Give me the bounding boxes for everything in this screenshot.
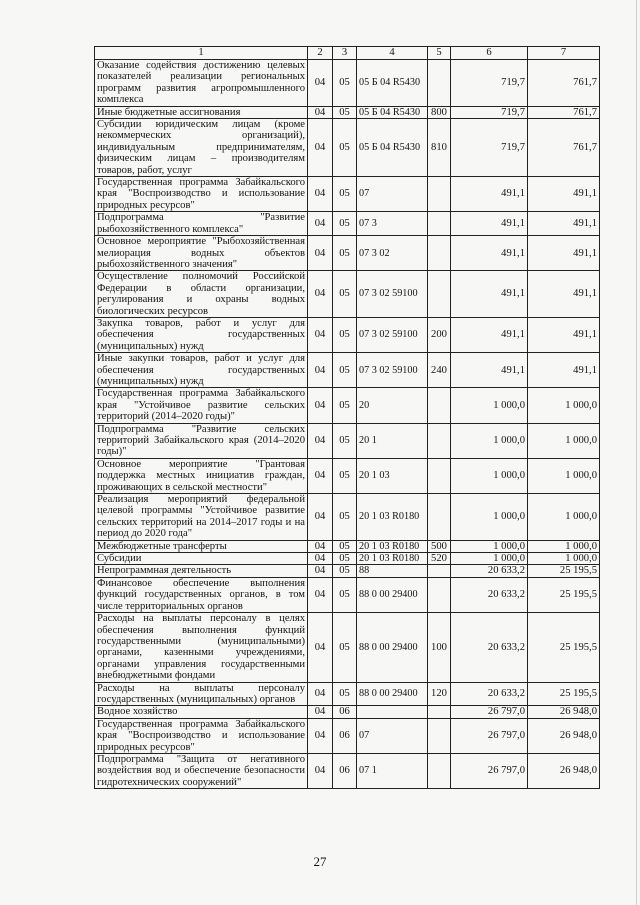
row-name-cell: Государственная программа Забайкальского края "Устойчивое развитие сельских территорий (2014–2020 годы)" <box>95 388 308 423</box>
amount-year2-cell: 491,1 <box>528 212 600 236</box>
target-article-cell: 05 Б 04 R5430 <box>357 119 428 177</box>
target-article-cell: 07 3 02 59100 <box>357 353 428 388</box>
section-code-cell: 04 <box>308 60 333 107</box>
amount-year1-cell: 20 633,2 <box>451 565 528 577</box>
expense-type-cell <box>428 458 451 493</box>
expense-type-cell <box>428 423 451 458</box>
table-row <box>95 458 600 493</box>
table-row <box>95 60 600 107</box>
table-row <box>95 353 600 388</box>
expense-type-cell: 200 <box>428 317 451 352</box>
amount-year1-cell: 1 000,0 <box>451 494 528 541</box>
row-name-cell: Финансовое обеспечение выполнения функций государственных органов, в том числе территориальных органов <box>95 577 308 612</box>
amount-year1-cell: 1 000,0 <box>451 423 528 458</box>
table-row <box>95 718 600 753</box>
target-article-cell: 07 <box>357 177 428 212</box>
expense-type-cell <box>428 718 451 753</box>
row-name-cell: Иные бюджетные ассигнования <box>95 106 308 118</box>
target-article-cell: 20 <box>357 388 428 423</box>
subsection-code-cell: 05 <box>333 494 357 541</box>
section-code-cell: 04 <box>308 388 333 423</box>
section-code-cell: 04 <box>308 565 333 577</box>
table-row <box>95 494 600 541</box>
expense-type-cell: 520 <box>428 553 451 565</box>
section-code-cell: 04 <box>308 353 333 388</box>
table-row <box>95 119 600 177</box>
table-row <box>95 271 600 318</box>
amount-year1-cell: 491,1 <box>451 236 528 271</box>
subsection-code-cell: 05 <box>333 271 357 318</box>
row-name-cell: Государственная программа Забайкальского края "Воспроизводство и использование природных ресурсов" <box>95 718 308 753</box>
row-name-cell: Субсидии юридическим лицам (кроме некоммерческих организаций), индивидуальным предпринимателям, физическим лицам – производителям товаров, работ, услуг <box>95 119 308 177</box>
row-name-cell: Государственная программа Забайкальского края "Воспроизводство и использование природных ресурсов" <box>95 177 308 212</box>
section-code-cell: 04 <box>308 613 333 682</box>
table-row <box>95 540 600 552</box>
row-name-cell: Оказание содействия достижению целевых показателей реализации региональных программ развития агропромышленного комплекса <box>95 60 308 107</box>
header-cell: 3 <box>333 47 357 60</box>
row-name-cell: Субсидии <box>95 553 308 565</box>
table-row <box>95 388 600 423</box>
subsection-code-cell: 05 <box>333 423 357 458</box>
amount-year1-cell: 20 633,2 <box>451 682 528 706</box>
header-row <box>95 47 600 60</box>
expense-type-cell <box>428 494 451 541</box>
expense-type-cell: 100 <box>428 613 451 682</box>
expense-type-cell <box>428 271 451 318</box>
amount-year2-cell: 25 195,5 <box>528 577 600 612</box>
amount-year1-cell: 26 797,0 <box>451 718 528 753</box>
expense-type-cell <box>428 388 451 423</box>
target-article-cell: 05 Б 04 R5430 <box>357 60 428 107</box>
amount-year1-cell: 20 633,2 <box>451 577 528 612</box>
target-article-cell: 88 0 00 29400 <box>357 613 428 682</box>
subsection-code-cell: 05 <box>333 317 357 352</box>
section-code-cell: 04 <box>308 540 333 552</box>
target-article-cell: 07 3 02 59100 <box>357 317 428 352</box>
table-row <box>95 423 600 458</box>
amount-year2-cell: 491,1 <box>528 271 600 318</box>
amount-year2-cell: 491,1 <box>528 177 600 212</box>
row-name-cell: Иные закупки товаров, работ и услуг для обеспечения государственных (муниципальных) нужд <box>95 353 308 388</box>
row-name-cell: Межбюджетные трансферты <box>95 540 308 552</box>
row-name-cell: Основное мероприятие "Грантовая поддержка местных инициатив граждан, проживающих в сельской местности" <box>95 458 308 493</box>
amount-year2-cell: 761,7 <box>528 119 600 177</box>
target-article-cell: 07 <box>357 718 428 753</box>
row-name-cell: Водное хозяйство <box>95 706 308 718</box>
table-row <box>95 682 600 706</box>
target-article-cell: 07 3 <box>357 212 428 236</box>
amount-year1-cell: 26 797,0 <box>451 706 528 718</box>
target-article-cell: 20 1 03 R0180 <box>357 494 428 541</box>
header-cell: 5 <box>428 47 451 60</box>
target-article-cell: 07 3 02 <box>357 236 428 271</box>
amount-year2-cell: 761,7 <box>528 60 600 107</box>
expense-type-cell <box>428 60 451 107</box>
section-code-cell: 04 <box>308 682 333 706</box>
section-code-cell: 04 <box>308 553 333 565</box>
table-row <box>95 553 600 565</box>
budget-table <box>94 46 600 789</box>
target-article-cell: 20 1 <box>357 423 428 458</box>
target-article-cell: 05 Б 04 R5430 <box>357 106 428 118</box>
row-name-cell: Осуществление полномочий Российской Федерации в области организации, регулирования и охраны водных биологических ресурсов <box>95 271 308 318</box>
target-article-cell: 88 <box>357 565 428 577</box>
amount-year2-cell: 26 948,0 <box>528 753 600 788</box>
table-row <box>95 753 600 788</box>
amount-year1-cell: 491,1 <box>451 177 528 212</box>
table-row <box>95 706 600 718</box>
amount-year2-cell: 1 000,0 <box>528 553 600 565</box>
header-cell: 2 <box>308 47 333 60</box>
expense-type-cell <box>428 753 451 788</box>
amount-year1-cell: 491,1 <box>451 271 528 318</box>
subsection-code-cell: 05 <box>333 613 357 682</box>
section-code-cell: 04 <box>308 119 333 177</box>
target-article-cell: 88 0 00 29400 <box>357 577 428 612</box>
amount-year1-cell: 719,7 <box>451 106 528 118</box>
amount-year2-cell: 491,1 <box>528 317 600 352</box>
section-code-cell: 04 <box>308 753 333 788</box>
amount-year1-cell: 719,7 <box>451 119 528 177</box>
section-code-cell: 04 <box>308 317 333 352</box>
target-article-cell: 07 3 02 59100 <box>357 271 428 318</box>
table-row <box>95 106 600 118</box>
subsection-code-cell: 05 <box>333 577 357 612</box>
amount-year1-cell: 1 000,0 <box>451 388 528 423</box>
amount-year1-cell: 491,1 <box>451 353 528 388</box>
table-row <box>95 577 600 612</box>
target-article-cell: 07 1 <box>357 753 428 788</box>
section-code-cell: 04 <box>308 718 333 753</box>
header-cell: 4 <box>357 47 428 60</box>
amount-year1-cell: 491,1 <box>451 212 528 236</box>
table-row <box>95 317 600 352</box>
amount-year2-cell: 1 000,0 <box>528 458 600 493</box>
target-article-cell <box>357 706 428 718</box>
subsection-code-cell: 06 <box>333 718 357 753</box>
row-name-cell: Закупка товаров, работ и услуг для обеспечения государственных (муниципальных) нужд <box>95 317 308 352</box>
section-code-cell: 04 <box>308 423 333 458</box>
section-code-cell: 04 <box>308 706 333 718</box>
section-code-cell: 04 <box>308 177 333 212</box>
expense-type-cell: 240 <box>428 353 451 388</box>
section-code-cell: 04 <box>308 236 333 271</box>
expense-type-cell <box>428 706 451 718</box>
subsection-code-cell: 05 <box>333 60 357 107</box>
subsection-code-cell: 05 <box>333 106 357 118</box>
subsection-code-cell: 05 <box>333 353 357 388</box>
expense-type-cell <box>428 236 451 271</box>
expense-type-cell: 500 <box>428 540 451 552</box>
row-name-cell: Основное мероприятие "Рыбохозяйственная мелиорация водных объектов рыбохозяйственного значения" <box>95 236 308 271</box>
section-code-cell: 04 <box>308 106 333 118</box>
section-code-cell: 04 <box>308 577 333 612</box>
section-code-cell: 04 <box>308 494 333 541</box>
table-row <box>95 565 600 577</box>
section-code-cell: 04 <box>308 271 333 318</box>
amount-year2-cell: 25 195,5 <box>528 565 600 577</box>
amount-year2-cell: 1 000,0 <box>528 388 600 423</box>
amount-year1-cell: 491,1 <box>451 317 528 352</box>
row-name-cell: Расходы на выплаты персоналу в целях обеспечения выполнения функций государственными (муниципальными) органами, казенными учреждениями, органами управления государственными внебюджетными фондами <box>95 613 308 682</box>
section-code-cell: 04 <box>308 458 333 493</box>
table-row <box>95 212 600 236</box>
target-article-cell: 20 1 03 R0180 <box>357 540 428 552</box>
target-article-cell: 88 0 00 29400 <box>357 682 428 706</box>
amount-year1-cell: 20 633,2 <box>451 613 528 682</box>
amount-year1-cell: 1 000,0 <box>451 553 528 565</box>
expense-type-cell <box>428 212 451 236</box>
amount-year2-cell: 25 195,5 <box>528 613 600 682</box>
expense-type-cell: 120 <box>428 682 451 706</box>
amount-year1-cell: 1 000,0 <box>451 540 528 552</box>
row-name-cell: Подпрограмма "Развитие сельских территорий Забайкальского края (2014–2020 годы)" <box>95 423 308 458</box>
subsection-code-cell: 05 <box>333 119 357 177</box>
amount-year1-cell: 1 000,0 <box>451 458 528 493</box>
row-name-cell: Непрограммная деятельность <box>95 565 308 577</box>
row-name-cell: Подпрограмма "Защита от негативного воздействия вод и обеспечение безопасности гидротехнических сооружений" <box>95 753 308 788</box>
expense-type-cell <box>428 565 451 577</box>
amount-year2-cell: 1 000,0 <box>528 494 600 541</box>
subsection-code-cell: 06 <box>333 753 357 788</box>
expense-type-cell: 810 <box>428 119 451 177</box>
header-cell: 6 <box>451 47 528 60</box>
amount-year1-cell: 26 797,0 <box>451 753 528 788</box>
header-cell: 1 <box>95 47 308 60</box>
row-name-cell: Подпрограмма "Развитие рыбохозяйственного комплекса" <box>95 212 308 236</box>
subsection-code-cell: 05 <box>333 540 357 552</box>
section-code-cell: 04 <box>308 212 333 236</box>
amount-year2-cell: 25 195,5 <box>528 682 600 706</box>
subsection-code-cell: 05 <box>333 388 357 423</box>
table-row <box>95 177 600 212</box>
amount-year2-cell: 491,1 <box>528 236 600 271</box>
subsection-code-cell: 05 <box>333 553 357 565</box>
amount-year2-cell: 26 948,0 <box>528 718 600 753</box>
target-article-cell: 20 1 03 R0180 <box>357 553 428 565</box>
expense-type-cell <box>428 177 451 212</box>
subsection-code-cell: 06 <box>333 706 357 718</box>
expense-type-cell: 800 <box>428 106 451 118</box>
header-cell: 7 <box>528 47 600 60</box>
page-number: 27 <box>313 854 327 869</box>
target-article-cell: 20 1 03 <box>357 458 428 493</box>
subsection-code-cell: 05 <box>333 565 357 577</box>
subsection-code-cell: 05 <box>333 682 357 706</box>
subsection-code-cell: 05 <box>333 236 357 271</box>
expense-type-cell <box>428 577 451 612</box>
row-name-cell: Расходы на выплаты персоналу государственных (муниципальных) органов <box>95 682 308 706</box>
amount-year2-cell: 1 000,0 <box>528 540 600 552</box>
table-row <box>95 236 600 271</box>
amount-year2-cell: 491,1 <box>528 353 600 388</box>
page-edge <box>636 0 637 905</box>
subsection-code-cell: 05 <box>333 458 357 493</box>
subsection-code-cell: 05 <box>333 212 357 236</box>
amount-year2-cell: 1 000,0 <box>528 423 600 458</box>
subsection-code-cell: 05 <box>333 177 357 212</box>
amount-year2-cell: 761,7 <box>528 106 600 118</box>
table-row <box>95 613 600 682</box>
row-name-cell: Реализация мероприятий федеральной целевой программы "Устойчивое развитие сельских территорий на 2014–2017 годы и на период до 2020 года" <box>95 494 308 541</box>
amount-year2-cell: 26 948,0 <box>528 706 600 718</box>
amount-year1-cell: 719,7 <box>451 60 528 107</box>
